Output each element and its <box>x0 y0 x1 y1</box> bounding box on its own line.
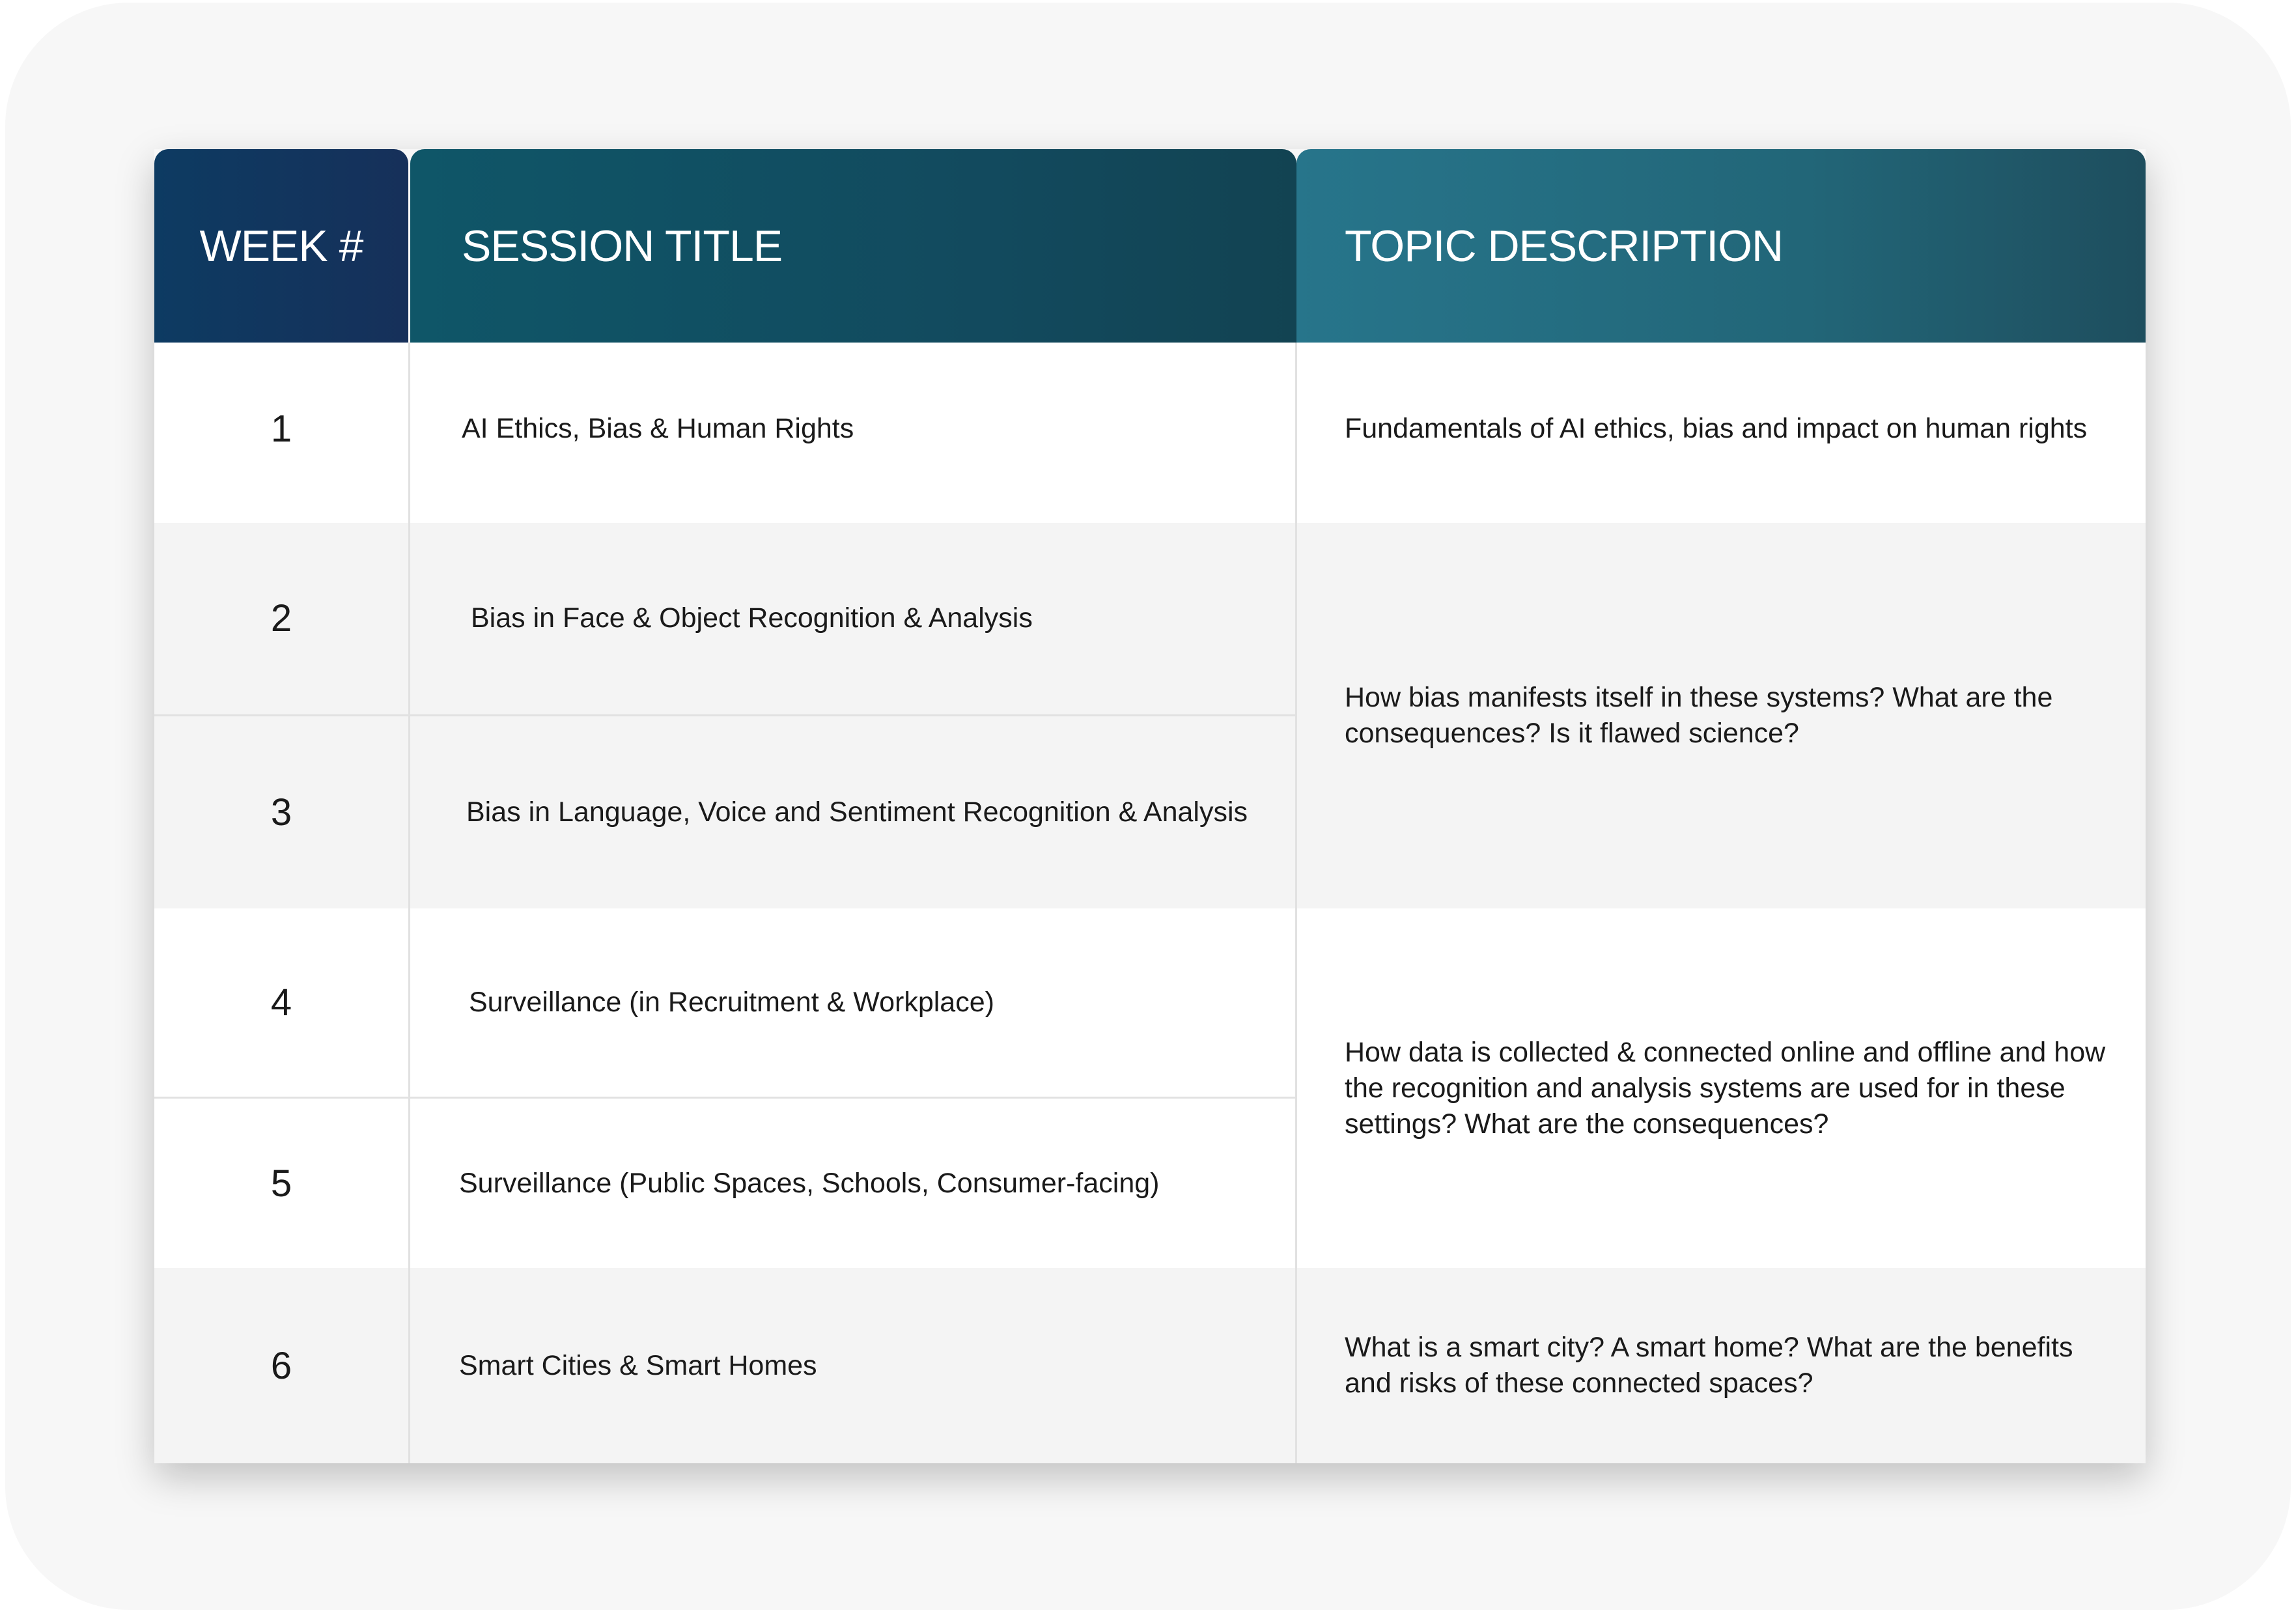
course-schedule-table <box>154 149 2146 1463</box>
header-session-title <box>410 149 1296 343</box>
week-number: 4 <box>270 981 292 1024</box>
week-number: 6 <box>270 1344 292 1387</box>
week-number: 3 <box>270 791 292 834</box>
header-session-label: SESSION TITLE <box>462 221 783 271</box>
session-title: Smart Cities & Smart Homes <box>459 1349 817 1381</box>
header-week <box>154 149 408 343</box>
topic-description: Fundamentals of AI ethics, bias and impact on human rights <box>1345 413 2088 444</box>
header-topic-label: TOPIC DESCRIPTION <box>1345 221 1784 271</box>
topic-description: How data is collected & connected online and offline and how the recognition and analysis systems are used for in these settings? What are the consequences? <box>1345 1036 2106 1140</box>
session-title: AI Ethics, Bias & Human Rights <box>462 413 854 444</box>
week-number: 5 <box>270 1162 292 1205</box>
header-week-label: WEEK # <box>199 221 363 271</box>
table-body <box>154 343 2146 1463</box>
topic-description: What is a smart city? A smart home? What are the benefits and risks of these connected spaces? <box>1345 1332 2073 1399</box>
session-title: Surveillance (Public Spaces, Schools, Consumer-facing) <box>459 1167 1160 1199</box>
header-topic-description <box>1296 149 2146 343</box>
session-title: Bias in Language, Voice and Sentiment Recognition & Analysis <box>466 796 1248 828</box>
session-title: Surveillance (in Recruitment & Workplace) <box>469 987 994 1018</box>
topic-description: How bias manifests itself in these systems? What are the consequences? Is it flawed science? <box>1345 682 2053 749</box>
week-number: 2 <box>270 597 292 639</box>
week-number: 1 <box>270 408 292 450</box>
session-title: Bias in Face & Object Recognition & Analysis <box>471 602 1033 634</box>
